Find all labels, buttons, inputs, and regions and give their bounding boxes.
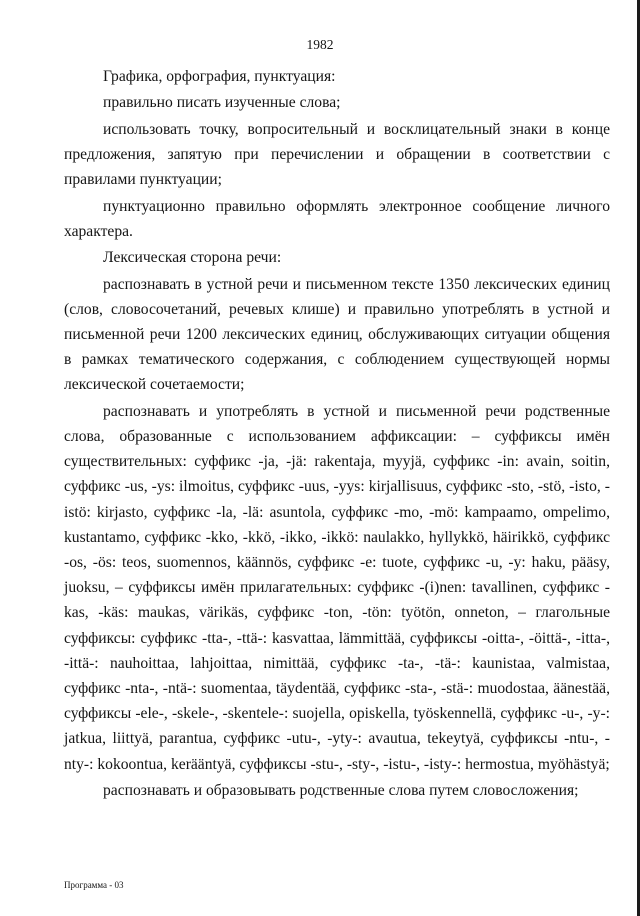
- paragraph: распознавать в устной речи и письменном тексте 1350 лексических единиц (слов, словосочетаний, речевых клише) и правильно употреблять в устной и письменной речи 1200 лексических единиц, обслуживающих ситуации общения в рамках тематического содержания, с соблюдением существующей нормы лексической сочетаемости;: [64, 275, 610, 394]
- paragraph: распознавать и образовывать родственные слова путем словосложения;: [103, 782, 579, 799]
- page-number: 1982: [306, 37, 334, 52]
- paragraph: распознавать и употреблять в устной и письменной речи родственные слова, образованные с использованием аффиксации: – суффиксы имён существительных: суффикс -ja, -jä: rakentaja, myyjä, суффикс -in: avain, soitin, суффикс -us, -ys: ilmoitus, суффикс -uus, -yys: kirjallisuus, суффикс -sto, -stö, -isto, -istö: kirjasto, суффикс -la, -lä: asuntola, суффикс -mo, -mö: kampaamo, ompelimo, kustantamo, суффикс -kko, -kkö, -ikko, -ikkö: naulakko, hyllykkö, häirikkö, суффикс -os, -ös: teos, suomennos, käännös, суффикс -e: tuote, суффикс -u, -y: haku, pääsy, juoksu, – суффиксы имён прилагательных: суффикс -(i)nen: tavallinen, суффикс -kas, -käs: maukas, värikäs, суффикс -ton, -tön: työtön, onneton, – глагольные суффиксы: суффикс -tta-, -ttä-: kasvattaa, lämmittää, суффиксы -oitta-, -öittä-, -itta-, -ittä-: nauhoittaa, lahjoittaa, nimittää, суффикс -ta-, -tä-: kaunistaa, valmistaa, суффикс -nta-, -ntä-: suomentaa, täydentää, суффикс -sta-, -stä-: muodostaa, äänestää, суффиксы -ele-, -skele-, -skentele-: suojella, opiskella, työskennellä, суффикс -u-, -y-: jatkua, liittyä, parantua, суффикс -utu-, -yty-: avautua, tekeytyä, суффиксы -ntu-, -nty-: kokoontua, kerääntyä, суффиксы -stu-, -sty-, -istu-, -isty-: hermostua, myöhästyä;: [64, 402, 610, 773]
- section-heading-graphics: Графика, орфография, пунктуация:: [103, 68, 336, 85]
- section-heading-lexical: Лексическая сторона речи:: [103, 249, 282, 267]
- paragraph: правильно писать изученные слова;: [103, 94, 341, 112]
- footer-label: Программа - 03: [64, 880, 124, 890]
- paragraph: пунктуационно правильно оформлять электронное сообщение личного характера.: [64, 197, 610, 240]
- body-text: [64, 64, 610, 804]
- paragraph: использовать точку, вопросительный и восклицательный знаки в конце предложения, запятую при перечислении и обращении в соответствии с правилами пунктуации;: [64, 120, 610, 189]
